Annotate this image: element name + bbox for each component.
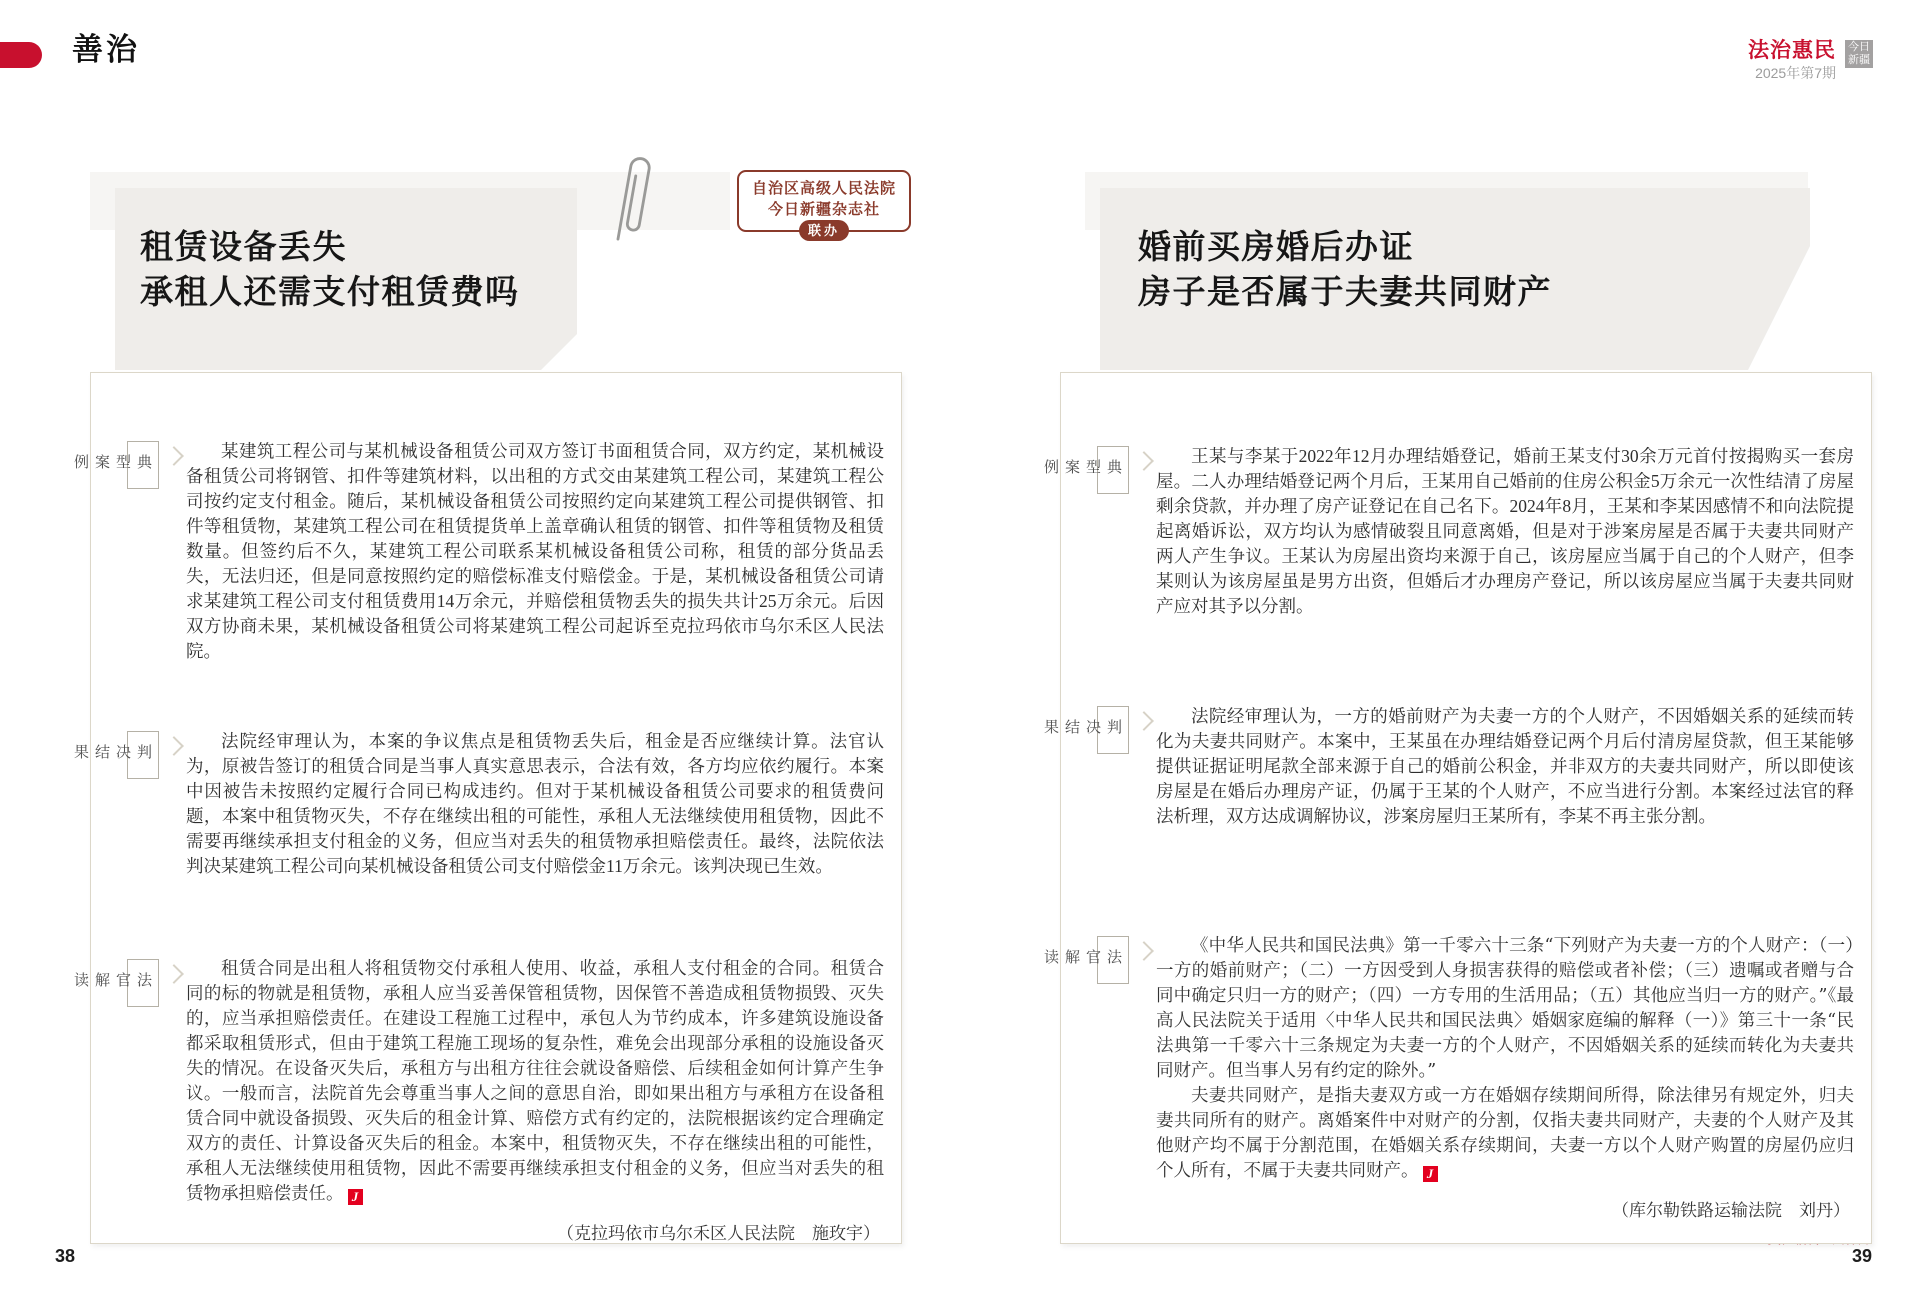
left-article-title (140, 226, 520, 316)
paragraph (186, 957, 884, 1207)
left-attribution: （克拉玛依市乌尔禾区人民法院 施玫宇） (557, 1224, 880, 1244)
left-case-label: 典型案例 (127, 441, 159, 489)
left-title-line2: 承租人还需支付租赁费吗 (140, 275, 520, 311)
left-verdict-text (186, 729, 884, 879)
right-title-line1: 婚前买房婚后办证 (1138, 230, 1414, 266)
right-article-card (1042, 372, 1872, 1244)
right-attribution: （库尔勒铁路运输法院 刘丹） (1612, 1201, 1850, 1221)
chevron-right-icon (164, 736, 184, 756)
left-title-line1: 租赁设备丢失 (140, 230, 347, 266)
joint-badge-line1: 自治区高级人民法院 (751, 180, 896, 197)
issue-label: 2025年第7期 (1755, 65, 1836, 81)
article-end-icon: J (1423, 1166, 1438, 1182)
right-article-title (1138, 226, 1552, 316)
chevron-right-icon (164, 964, 184, 984)
chevron-right-icon (164, 446, 184, 466)
paragraph: 法院经审理认为，本案的争议焦点是租赁物丢失后，租金是否应继续计算。法官认为，原被告签订的租赁合同是当事人真实意思表示，合法有效，各方均应依约履行。本案中因被告未按照约定履行合同已构成违约。但对于某机械设备租赁公司要求的租赁费问题，本案中租赁物灭失，不存在继续出租的可能性，承租人无法继续使用租赁物，因此不需要再继续承担支付租金的义务，但应当对丢失的租赁物承担赔偿责任。最终，法院依法判决某建筑工程公司向某机械设备租赁公司支付赔偿金11万余元。该判决现已生效。 (186, 731, 884, 876)
left-analysis-text (186, 957, 884, 1244)
masthead-text (1748, 40, 1836, 81)
paragraph: 《中华人民共和国民法典》第一千零六十三条“下列财产为夫妻一方的个人财产：（一）一方的婚前财产；（二）一方因受到人身损害获得的赔偿或者补偿；（三）遗嘱或者赠与合同中确定只归一方的财产；（四）一方专用的生活用品；（五）其他应当归一方的财产。”《最高人民法院关于适用〈中华人民共和国民法典〉婚姻家庭编的解释（一）》第三十一条“民法典第一千零六十三条规定为夫妻一方的个人财产，不因婚姻关系的延续而转化为夫妻共同财产。但当事人另有约定的除外。” (1156, 936, 1854, 1081)
page-number-left: 38 (55, 1246, 76, 1266)
right-analysis-text (1156, 934, 1854, 1221)
right-case-label: 典型案例 (1097, 446, 1129, 494)
paragraph: 王某与李某于2022年12月办理结婚登记，婚前王某支付30余万元首付按揭购买一套房屋。二人办理结婚登记两个月后，王某用自己婚前的住房公积金5万余元一次性结清了房屋剩余贷款，并办理了房产证登记在自己名下。2024年8月，王某和李某因感情不和向法院提起离婚诉讼，双方均认为感情破裂且同意离婚，但是对于涉案房屋是否属于夫妻共同财产两人产生争议。王某认为房屋出资均来源于自己，该房屋应当属于自己的个人财产，但李某则认为该房屋虽是男方出资，但婚后才办理房产登记，所以该房屋应当属于夫妻共同财产应对其予以分割。 (1156, 446, 1854, 616)
chevron-right-icon (1134, 941, 1154, 961)
magazine-logo-badge (1845, 40, 1873, 68)
section-title: 善治 (72, 32, 140, 67)
masthead (1748, 40, 1873, 81)
right-title-line2: 房子是否属于夫妻共同财产 (1138, 275, 1552, 311)
right-case-text (1156, 444, 1854, 619)
right-verdict-label: 判决结果 (1097, 706, 1129, 754)
left-case-text (186, 439, 884, 664)
chevron-right-icon (1134, 711, 1154, 731)
paragraph (1156, 1084, 1854, 1184)
right-verdict-text (1156, 704, 1854, 829)
section-red-tab (0, 42, 42, 68)
paragraph-text: 租赁合同是出租人将租赁物交付承租人使用、收益，承租人支付租金的合同。租赁合同的标的物就是租赁物，承租人应当妥善保管租赁物，因保管不善造成租赁物损毁、灭失的，应当承担赔偿责任。在建设工程施工过程中，承包人为节约成本，许多建筑设施设备都采取租赁形式，但由于建筑工程施工现场的复杂性，难免会出现部分承租的设施设备灭失的情况。在设备灭失后，承租方与出租方往往会就设备赔偿、后续租金如何计算产生争议。一般而言，法院首先会尊重当事人之间的意思自治，即如果出租方与承租方在设备租赁合同中就设备损毁、灭失后的租金计算、赔偿方式有约定的，法院根据该约定合理确定双方的责任、计算设备灭失后的租金。本案中，租赁物灭失，不存在继续出租的可能性，承租人无法继续使用租赁物，因此不需要再继续承担支付租金的义务，但应当对丢失的租赁物承担赔偿责任。 (186, 959, 884, 1204)
page-number-right: 39 (1851, 1246, 1872, 1266)
magazine-logo-line1: 今日 (1848, 41, 1870, 53)
joint-badge-line2: 今日新疆杂志社 (767, 201, 880, 218)
column-name: 法治惠民 (1748, 39, 1836, 62)
paragraph: 某建筑工程公司与某机械设备租赁公司双方签订书面租赁合同，双方约定，某机械设备租赁公司将钢管、扣件等建筑材料，以出租的方式交由某建筑工程公司，某建筑工程公司按约定支付租金。随后，某机械设备租赁公司按照约定向某建筑工程公司提供钢管、扣件等租赁物，某建筑工程公司在租赁提货单上盖章确认租赁的钢管、扣件等租赁物及租赁数量。但签约后不久，某建筑工程公司联系某机械设备租赁公司称，租赁的部分货品丢失，无法归还，但是同意按照约定的赔偿标准支付赔偿金。于是，某机械设备租赁公司请求某建筑工程公司支付租赁费用14万余元，并赔偿租赁物丢失的损失共计25万余元。后因双方协商未果，某机械设备租赁公司将某建筑工程公司起诉至克拉玛依市乌尔禾区人民法院。 (186, 441, 884, 661)
paragraph-text: 夫妻共同财产，是指夫妻双方或一方在婚姻存续期间所得，除法律另有规定外，归夫妻共同所有的财产。离婚案件中对财产的分割，仅指夫妻共同财产，夫妻的个人财产及其他财产均不属于分割范围，在婚姻关系存续期间，夫妻一方以个人财产购置的房屋仍应归个人所有，不属于夫妻共同财产。 (1156, 1086, 1854, 1181)
joint-publisher-badge (737, 170, 911, 238)
left-verdict-label: 判决结果 (127, 731, 159, 779)
left-article-card (72, 372, 902, 1244)
chevron-right-icon (1134, 451, 1154, 471)
right-analysis-label: 法官解读 (1097, 936, 1129, 984)
paragraph: 法院经审理认为，一方的婚前财产为夫妻一方的个人财产，不因婚姻关系的延续而转化为夫妻共同财产。本案中，王某虽在办理结婚登记两个月后付清房屋贷款，但王某能够提供证据证明尾款全部来源于自己的婚前公积金，并非双方的夫妻共同财产，所以即使该房屋是在婚后办理房产证，仍属于王某的个人财产，不应当进行分割。本案经过法官的释法析理，双方达成调解协议，涉案房屋归王某所有，李某不再主张分割。 (1156, 706, 1854, 826)
paperclip-icon (604, 147, 666, 251)
joint-badge-text (739, 178, 909, 220)
article-end-icon: J (348, 1189, 363, 1205)
magazine-logo-line2: 新疆 (1848, 54, 1870, 66)
left-analysis-label: 法官解读 (127, 959, 159, 1007)
joint-badge-pill: 联办 (799, 220, 849, 241)
